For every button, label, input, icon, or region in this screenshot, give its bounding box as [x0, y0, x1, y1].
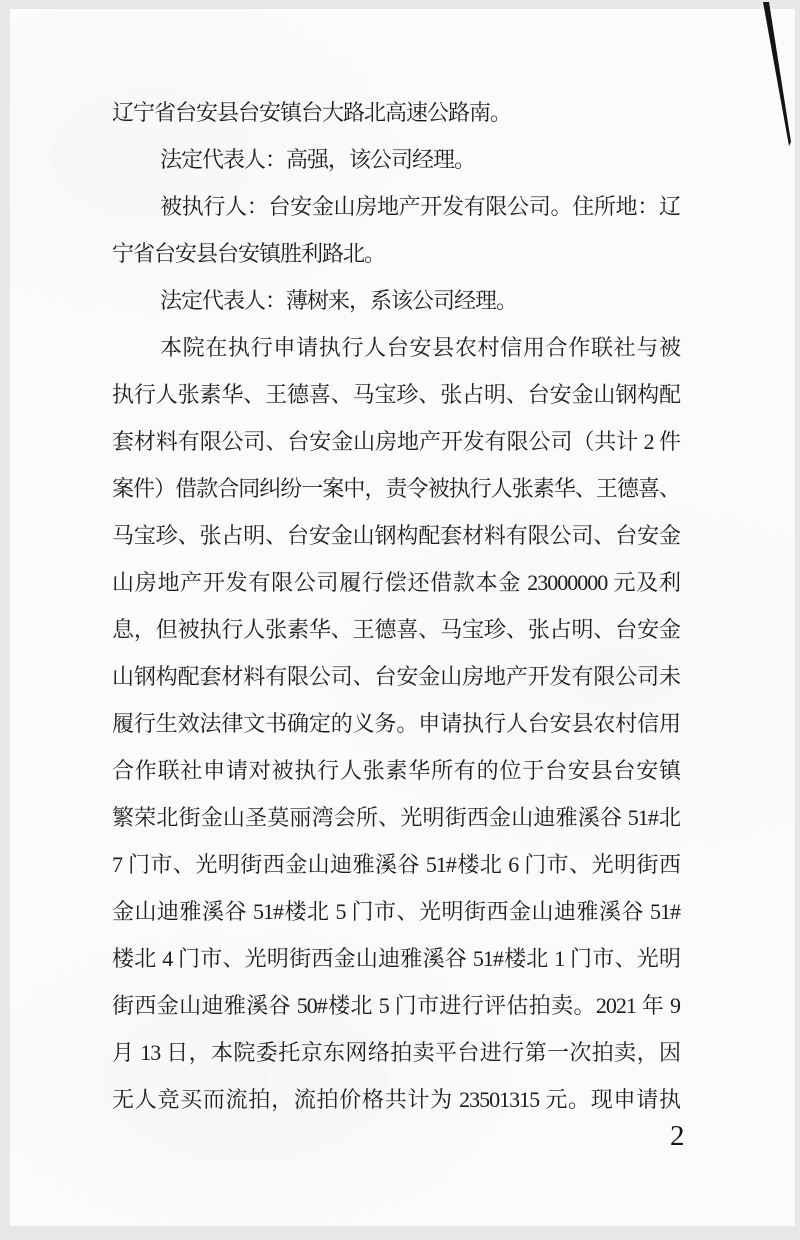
text-line: 7 门市、光明街西金山迪雅溪谷 51#楼北 6 门市、光明街西: [112, 852, 680, 877]
text-line: 被执行人：台安金山房地产开发有限公司。住所地：辽: [160, 194, 680, 219]
text-line: 马宝珍、张占明、台安金山钢构配套材料有限公司、台安金: [112, 523, 680, 548]
text-line: 无人竞买而流拍，流拍价格共计为 23501315 元。现申请执: [112, 1087, 680, 1112]
paper-page: [10, 9, 795, 1226]
text-line: 辽宁省台安县台安镇台大路北高速公路南。: [112, 100, 512, 125]
text-line: 本院在执行申请执行人台安县农村信用合作联社与被: [160, 335, 680, 360]
text-line: 案件）借款合同纠纷一案中，责令被执行人张素华、王德喜、: [112, 476, 680, 501]
text-line: 执行人张素华、王德喜、马宝珍、张占明、台安金山钢构配: [112, 382, 680, 407]
text-line: 履行生效法律文书确定的义务。申请执行人台安县农村信用: [112, 711, 680, 736]
text-line: 山钢构配套材料有限公司、台安金山房地产开发有限公司未: [112, 664, 680, 689]
text-line: 法定代表人：高强，该公司经理。: [160, 147, 476, 172]
text-line: 街西金山迪雅溪谷 50#楼北 5 门市进行评估拍卖。2021 年 9: [112, 993, 680, 1018]
text-line: 月 13 日，本院委托京东网络拍卖平台进行第一次拍卖，因: [112, 1040, 680, 1065]
text-line: 宁省台安县台安镇胜利路北。: [112, 241, 386, 266]
text-line: 息，但被执行人张素华、王德喜、马宝珍、张占明、台安金: [112, 617, 680, 642]
text-line: 金山迪雅溪谷 51#楼北 5 门市、光明街西金山迪雅溪谷 51#: [112, 899, 680, 924]
text-line: 山房地产开发有限公司履行偿还借款本金 23000000 元及利: [112, 570, 680, 595]
document-body: [112, 89, 680, 1123]
text-line: 繁荣北街金山圣莫丽湾会所、光明街西金山迪雅溪谷 51#北: [112, 805, 680, 830]
text-line: 楼北 4 门市、光明街西金山迪雅溪谷 51#楼北 1 门市、光明: [112, 946, 680, 971]
text-line: 套材料有限公司、台安金山房地产开发有限公司（共计 2 件: [112, 429, 680, 454]
text-line: 法定代表人：薄树来，系该公司经理。: [160, 288, 518, 313]
text-line: 合作联社申请对被执行人张素华所有的位于台安县台安镇: [112, 758, 680, 783]
page-number: 2: [670, 1120, 685, 1152]
